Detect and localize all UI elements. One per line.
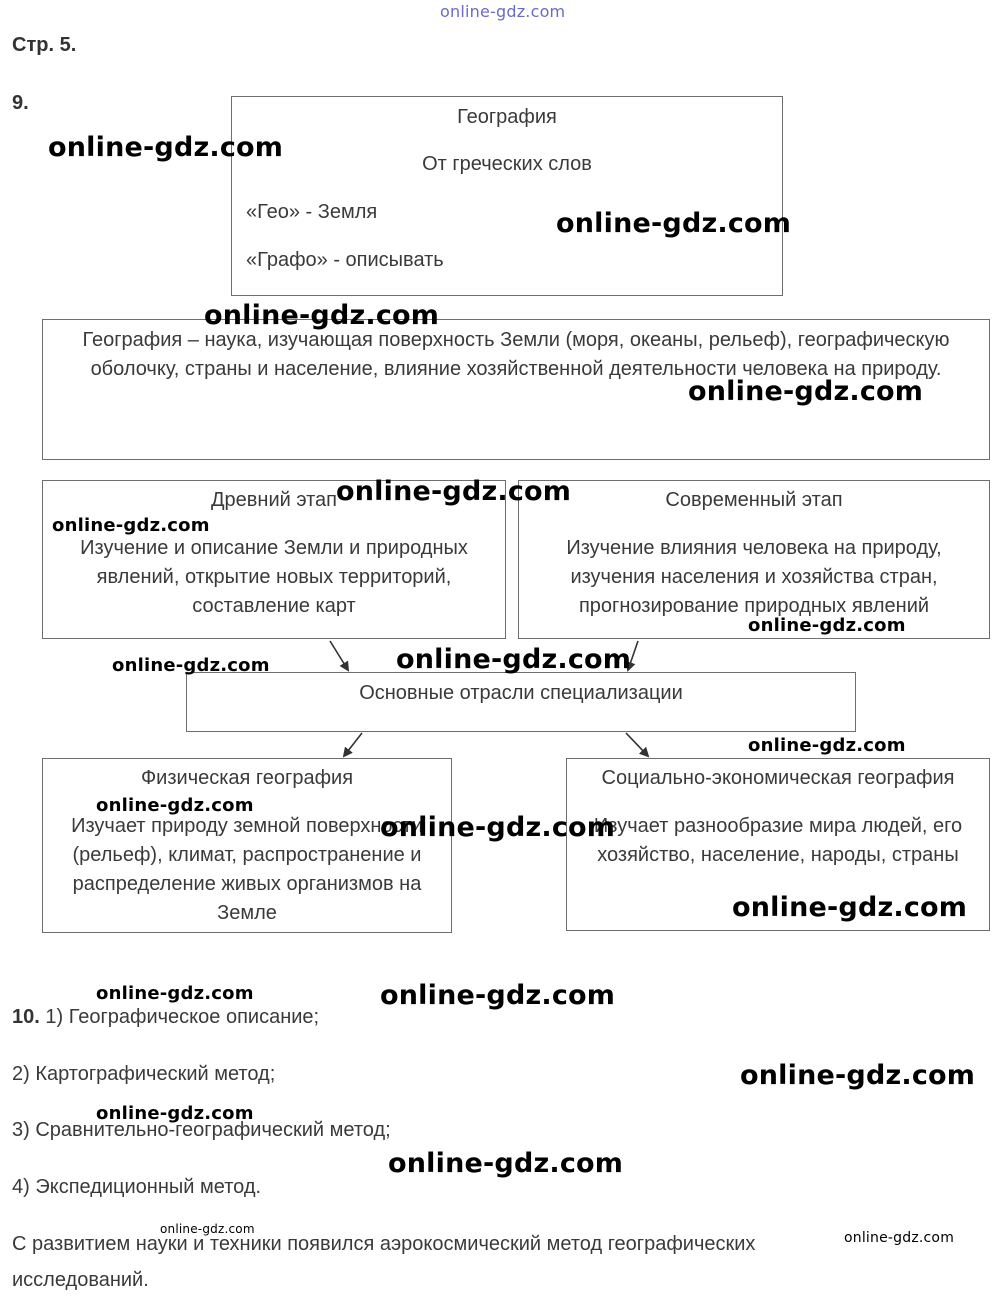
physical-geography-text: Изучает природу земной поверхности (рельеф), климат, распространение и распределение живых организмов на Земле: [71, 815, 423, 924]
watermark: online-gdz.com: [732, 892, 968, 923]
arrow-ancient-to-branches: [330, 641, 348, 670]
modern-stage-text: Изучение влияния человека на природу, изучения населения и хозяйства стран, прогнозирование природных явлений: [566, 537, 942, 617]
task-9-number: 9.: [12, 92, 29, 114]
task-10-conclusion-line-1: С развитием науки и техники появился аэрокосмический метод географических: [12, 1233, 756, 1255]
watermark: online-gdz.com: [748, 615, 906, 636]
watermark: online-gdz.com: [52, 515, 210, 536]
watermark: online-gdz.com: [204, 300, 440, 331]
watermark: online-gdz.com: [688, 376, 924, 407]
watermark: online-gdz.com: [388, 1148, 624, 1179]
modern-stage-title: Современный этап: [665, 489, 843, 511]
watermark: online-gdz.com: [380, 980, 616, 1011]
watermark: online-gdz.com: [336, 476, 572, 507]
watermark: online-gdz.com: [396, 644, 632, 675]
watermark: online-gdz.com: [96, 795, 254, 816]
ancient-stage-title: Древний этап: [210, 489, 337, 511]
watermark-top: online-gdz.com: [440, 2, 566, 21]
task-10-conclusion-line-2: исследований.: [12, 1269, 149, 1291]
watermark: online-gdz.com: [160, 1222, 255, 1236]
watermark: online-gdz.com: [556, 208, 792, 239]
grafo-meaning: «Графо» - описывать: [246, 249, 444, 271]
arrow-branches-to-physical: [344, 733, 362, 756]
social-geography-title: Социально-экономическая география: [601, 767, 955, 789]
geo-meaning: «Гео» - Земля: [246, 201, 378, 223]
watermark: online-gdz.com: [748, 735, 906, 756]
watermark: online-gdz.com: [96, 983, 254, 1004]
page-heading: Стр. 5.: [12, 34, 77, 56]
watermark: online-gdz.com: [380, 812, 616, 843]
task-10-item-1: 10. 1) Географическое описание;: [12, 1006, 320, 1028]
geography-title: География: [457, 106, 557, 128]
watermark: online-gdz.com: [844, 1230, 955, 1246]
greek-words-line: От греческих слов: [422, 153, 592, 175]
task-10-number: 10.: [12, 1006, 40, 1028]
task-10-item-3: 3) Сравнительно-географический метод;: [12, 1119, 391, 1141]
watermark: online-gdz.com: [740, 1060, 976, 1091]
arrow-branches-to-social: [626, 733, 648, 756]
social-geography-text: Изучает разнообразие мира людей, его хозяйство, население, народы, страны: [593, 815, 963, 866]
ancient-stage-text: Изучение и описание Земли и природных явлений, открытие новых территорий, составление карт: [80, 537, 468, 617]
task-10-item-2: 2) Картографический метод;: [12, 1063, 276, 1085]
branches-title: Основные отрасли специализации: [359, 682, 683, 704]
watermark: online-gdz.com: [96, 1103, 254, 1124]
watermark: online-gdz.com: [48, 132, 284, 163]
physical-geography-title: Физическая география: [140, 767, 354, 789]
definition-text: География – наука, изучающая поверхность Земли (моря, океаны, рельеф), географическую оболочку, страны и население, влияние хозяйственной деятельности человека на природу.: [82, 329, 950, 380]
watermark: online-gdz.com: [112, 655, 270, 676]
task-10-item-4: 4) Экспедиционный метод.: [12, 1176, 262, 1198]
